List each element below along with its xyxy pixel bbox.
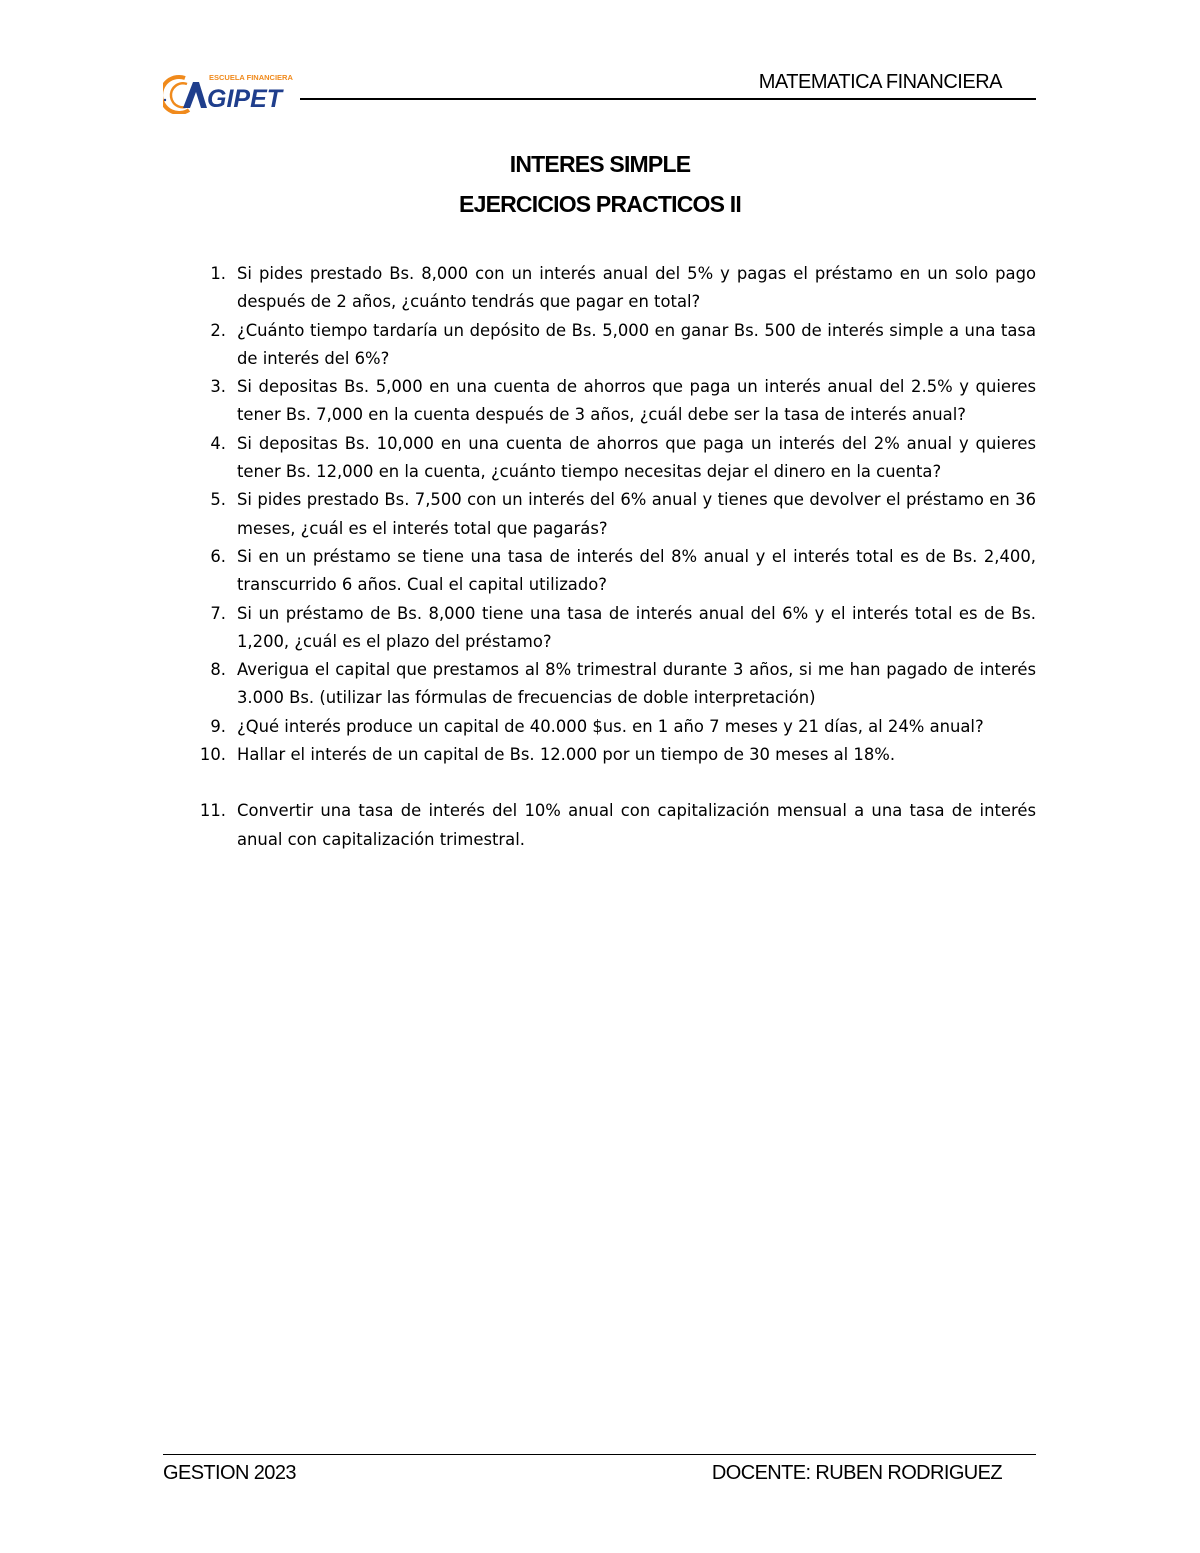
exercise-item (186, 260, 1036, 317)
exercise-item (186, 486, 1036, 543)
exercise-text: Si pides prestado Bs. 7,500 con un interés del 6% anual y tienes que devolver el préstamo en 36 meses, ¿cuál es el interés total que pagarás? (237, 490, 1036, 538)
exercise-text: Si un préstamo de Bs. 8,000 tiene una tasa de interés anual del 6% y el interés total es de Bs. 1,200, ¿cuál es el plazo del préstamo? (237, 603, 1036, 651)
exercise-item (186, 317, 1036, 374)
logo-wordmark: GIPET (207, 85, 283, 113)
exercise-item (186, 797, 1036, 854)
exercise-text: Convertir una tasa de interés del 10% anual con capitalización mensual a una tasa de interés anual con capitalización trimestral. (237, 801, 1036, 849)
exercise-number: 7. (210, 603, 226, 623)
exercise-number: 3. (210, 377, 226, 397)
exercise-item (186, 600, 1036, 657)
exercise-item (186, 430, 1036, 487)
exercise-number: 9. (210, 716, 226, 736)
exercise-number: 5. (210, 490, 226, 510)
course-title: MATEMATICA FINANCIERA (758, 71, 1002, 93)
exercise-number: 8. (210, 660, 226, 680)
exercise-text: Si depositas Bs. 5,000 en una cuenta de ahorros que paga un interés anual del 2.5% y quieres tener Bs. 7,000 en la cuenta después de 3 años, ¿cuál debe ser la tasa de interés anual? (237, 377, 1036, 425)
exercise-item (186, 713, 1036, 741)
sub-title: EJERCICIOS PRACTICOS II (459, 191, 741, 217)
exercise-text: Si en un préstamo se tiene una tasa de interés del 8% anual y el interés total es de Bs. 2,400, transcurrido 6 años. Cual el capital utilizado? (237, 546, 1036, 595)
exercise-item (186, 656, 1036, 713)
footer-docente: DOCENTE: RUBEN RODRIGUEZ (711, 1462, 1002, 1484)
document-titles (0, 144, 1200, 224)
exercise-number: 4. (210, 433, 226, 453)
logo-tagline: ESCUELA FINANCIERA (209, 73, 293, 82)
header-divider (300, 98, 1036, 100)
footer-divider (163, 1454, 1036, 1455)
exercise-text: ¿Qué interés produce un capital de 40.000 $us. en 1 año 7 meses y 21 días, al 24% anual? (237, 716, 984, 736)
agipet-logo (163, 70, 293, 114)
exercise-number: 10. (199, 745, 226, 765)
exercise-text: Si pides prestado Bs. 8,000 con un interés anual del 5% y pagas el préstamo en un solo pago después de 2 años, ¿cuánto tendrás que pagar en total? (237, 264, 1036, 312)
exercise-item (186, 741, 1036, 769)
footer-gestion: GESTION 2023 (163, 1462, 296, 1484)
exercise-text: Averigua el capital que prestamos al 8% trimestral durante 3 años, si me han pagado de interés 3.000 Bs. (utilizar las fórmulas de frecuencias de doble interpretación) (237, 660, 1036, 708)
page-header (0, 0, 1200, 113)
exercise-text: ¿Cuánto tiempo tardaría un depósito de Bs. 5,000 en ganar Bs. 500 de interés simple a una tasa de interés del 6%? (237, 320, 1036, 368)
exercise-list (186, 260, 1036, 854)
exercise-text: Si depositas Bs. 10,000 en una cuenta de ahorros que paga un interés del 2% anual y quieres tener Bs. 12,000 en la cuenta, ¿cuánto tiempo necesitas dejar el dinero en la cuenta? (237, 433, 1036, 482)
main-title: INTERES SIMPLE (509, 151, 691, 177)
logo-a-mark (183, 82, 207, 108)
exercise-number: 11. (199, 801, 226, 821)
logo-dot (164, 99, 166, 101)
exercise-number: 6. (210, 546, 226, 566)
exercise-number: 2. (210, 320, 226, 340)
exercise-text: Hallar el interés de un capital de Bs. 12.000 por un tiempo de 30 meses al 18%. (237, 745, 896, 765)
exercise-item (186, 373, 1036, 430)
exercise-item (186, 543, 1036, 600)
exercise-number: 1. (210, 264, 226, 283)
